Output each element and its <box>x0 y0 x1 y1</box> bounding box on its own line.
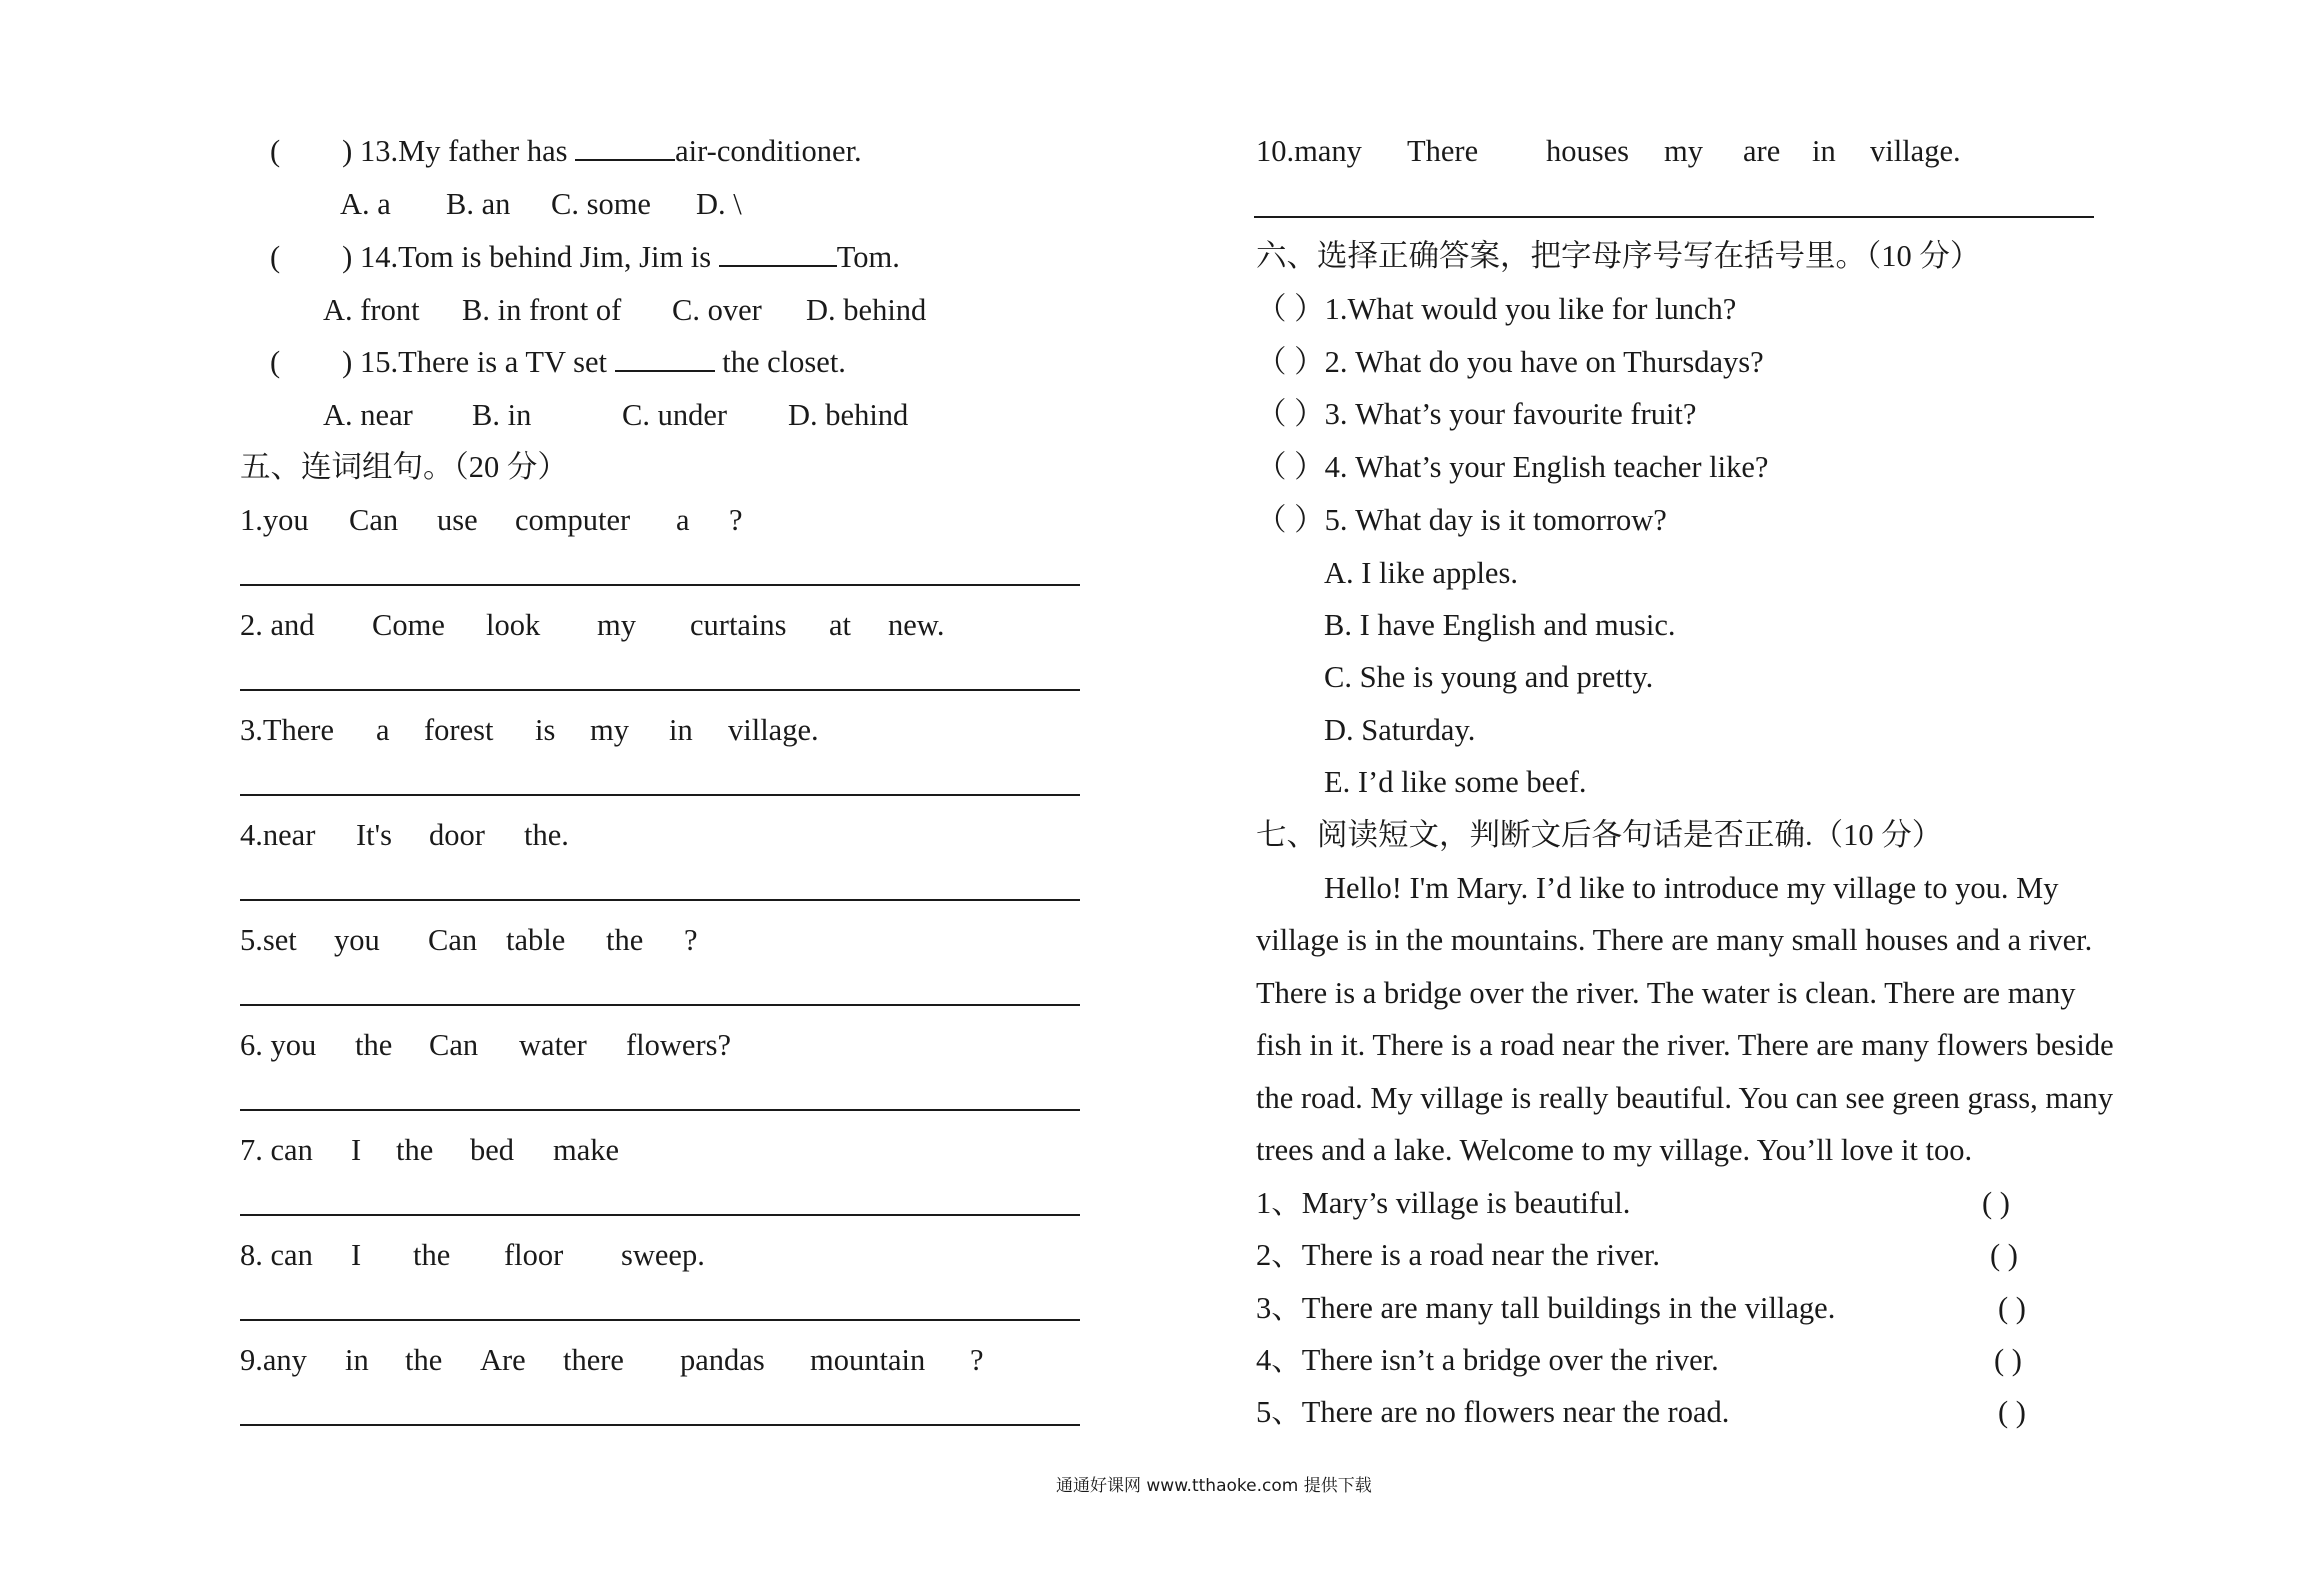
option-a: A. a <box>340 187 391 221</box>
word: ? <box>684 923 698 957</box>
word: There <box>1407 134 1479 168</box>
option-c: C. over <box>672 293 762 327</box>
answer-option-a: A. I like apples. <box>1324 556 1518 590</box>
word: Can <box>428 923 478 957</box>
word: the <box>413 1238 451 1272</box>
option-c: C. under <box>622 398 728 432</box>
word: look <box>486 608 541 642</box>
word: in <box>1812 134 1836 168</box>
word: mountain <box>810 1343 926 1377</box>
sentence-number: 6. you <box>240 1028 317 1062</box>
sentence-number: 3.There <box>240 713 334 747</box>
word: door <box>429 818 485 852</box>
sentence-number: 5.set <box>240 923 297 957</box>
section-6-title: 六、选择正确答案，把字母序号写在括号里。（10 分） <box>1256 239 1981 273</box>
question-text-end: the closet. <box>714 345 846 379</box>
answer-paren-close: ) <box>342 345 353 379</box>
word: the <box>396 1133 434 1167</box>
judgement-2: 2、There is a road near the river. <box>1256 1238 1660 1272</box>
word: table <box>506 923 566 957</box>
word: pandas <box>680 1343 765 1377</box>
answer-option-c: C. She is young and pretty. <box>1324 660 1654 694</box>
word: the <box>606 923 644 957</box>
judgement-paren[interactable]: ( ) <box>1990 1238 2018 1272</box>
footer-source: 通通好课网 www.tthaoke.com 提供下载 <box>1056 1476 1372 1496</box>
answer-line[interactable] <box>240 1109 1080 1111</box>
sentence-number: 10.many <box>1256 134 1362 168</box>
choice-question-5: （ ）5. What day is it tomorrow? <box>1256 503 1667 537</box>
answer-option-e: E. I’d like some beef. <box>1324 765 1587 799</box>
word: ? <box>729 503 743 537</box>
answer-paren-open: ( <box>270 134 281 168</box>
question-14 <box>270 237 900 277</box>
word: curtains <box>690 608 787 642</box>
answer-line[interactable] <box>240 794 1080 796</box>
answer-line[interactable] <box>240 584 1080 586</box>
answer-paren-close: ) <box>342 134 353 168</box>
answer-line[interactable] <box>240 689 1080 691</box>
question-text: 15.There is a TV set <box>359 345 615 379</box>
passage-line: There is a bridge over the river. The water is clean. There are many <box>1256 976 2076 1010</box>
fill-blank[interactable] <box>575 133 675 161</box>
judgement-4: 4、There isn’t a bridge over the river. <box>1256 1343 1719 1377</box>
judgement-paren[interactable]: ( ) <box>1994 1343 2022 1377</box>
option-b: B. in front of <box>462 293 622 327</box>
word: the. <box>524 818 569 852</box>
option-c: C. some <box>551 187 651 221</box>
word: village. <box>1870 134 1961 168</box>
word: in <box>669 713 693 747</box>
question-15 <box>270 342 846 382</box>
passage-line: trees and a lake. Welcome to my village. You’ll love it too. <box>1256 1133 1973 1167</box>
fill-blank[interactable] <box>615 344 715 372</box>
judgement-paren[interactable]: ( ) <box>1998 1395 2026 1429</box>
word: my <box>597 608 636 642</box>
passage-line: the road. My village is really beautiful. You can see green grass, many <box>1256 1081 2114 1115</box>
word: you <box>334 923 380 957</box>
passage-line: fish in it. There is a road near the river. There are many flowers beside <box>1256 1028 2114 1062</box>
word: there <box>563 1343 624 1377</box>
word: Come <box>372 608 445 642</box>
sentence-number: 8. can <box>240 1238 313 1272</box>
answer-line[interactable] <box>240 1214 1080 1216</box>
answer-line[interactable] <box>1254 216 2094 218</box>
question-text: 14.Tom is behind Jim, Jim is <box>359 240 719 274</box>
word: a <box>676 503 690 537</box>
word: computer <box>515 503 631 537</box>
word: Can <box>429 1028 479 1062</box>
option-d: D. behind <box>806 293 927 327</box>
answer-paren-open: ( <box>270 240 281 274</box>
word: sweep. <box>621 1238 705 1272</box>
judgement-3: 3、There are many tall buildings in the village. <box>1256 1291 1836 1325</box>
choice-question-3: （ ）3. What’s your favourite fruit? <box>1256 397 1697 431</box>
word: Can <box>349 503 399 537</box>
sentence-number: 1.you <box>240 503 309 537</box>
judgement-paren[interactable]: ( ) <box>1998 1291 2026 1325</box>
word: bed <box>470 1133 515 1167</box>
word: I <box>351 1133 362 1167</box>
option-a: A. near <box>323 398 413 432</box>
question-text-end: air-conditioner. <box>675 134 862 168</box>
word: I <box>351 1238 362 1272</box>
word: ? <box>970 1343 984 1377</box>
question-text: 13.My father has <box>359 134 576 168</box>
answer-paren-close: ) <box>342 240 353 274</box>
answer-option-d: D. Saturday. <box>1324 713 1476 747</box>
answer-line[interactable] <box>240 1004 1080 1006</box>
word: is <box>535 713 556 747</box>
sentence-number: 7. can <box>240 1133 313 1167</box>
word: make <box>553 1133 620 1167</box>
word: forest <box>424 713 494 747</box>
word: village. <box>728 713 819 747</box>
answer-line[interactable] <box>240 1424 1080 1426</box>
word: a <box>376 713 390 747</box>
word: floor <box>504 1238 564 1272</box>
option-b: B. in <box>472 398 532 432</box>
answer-paren-open: ( <box>270 345 281 379</box>
sentence-number: 9.any <box>240 1343 307 1377</box>
word: at <box>829 608 852 642</box>
word: the <box>355 1028 393 1062</box>
option-a: A. front <box>323 293 420 327</box>
word: in <box>345 1343 369 1377</box>
fill-blank[interactable] <box>719 239 837 267</box>
section-5-title: 五、连词组句。（20 分） <box>240 450 568 484</box>
answer-option-b: B. I have English and music. <box>1324 608 1676 642</box>
word: are <box>1743 134 1781 168</box>
judgement-paren[interactable]: ( ) <box>1982 1186 2010 1220</box>
answer-line[interactable] <box>240 899 1080 901</box>
judgement-1: 1、Mary’s village is beautiful. <box>1256 1186 1631 1220</box>
section-7-title: 七、阅读短文，判断文后各句话是否正确.（10 分） <box>1256 818 1943 852</box>
word: my <box>590 713 629 747</box>
word: It's <box>356 818 392 852</box>
option-d: D. \ <box>696 187 742 221</box>
word: use <box>437 503 478 537</box>
word: flowers? <box>626 1028 732 1062</box>
question-13 <box>270 131 862 171</box>
sentence-number: 4.near <box>240 818 316 852</box>
judgement-5: 5、There are no flowers near the road. <box>1256 1395 1730 1429</box>
word: water <box>519 1028 587 1062</box>
option-d: D. behind <box>788 398 909 432</box>
choice-question-4: （ ）4. What’s your English teacher like? <box>1256 450 1769 484</box>
option-b: B. an <box>446 187 511 221</box>
word: new. <box>888 608 945 642</box>
word: the <box>405 1343 443 1377</box>
passage-line: Hello! I'm Mary. I’d like to introduce my village to you. My <box>1324 871 2059 905</box>
word: my <box>1664 134 1703 168</box>
question-text-end: Tom. <box>836 240 900 274</box>
word: Are <box>480 1343 526 1377</box>
answer-line[interactable] <box>240 1319 1080 1321</box>
passage-line: village is in the mountains. There are many small houses and a river. <box>1256 923 2093 957</box>
choice-question-1: （ ）1.What would you like for lunch? <box>1256 292 1737 326</box>
choice-question-2: （ ）2. What do you have on Thursdays? <box>1256 345 1764 379</box>
word: houses <box>1546 134 1630 168</box>
sentence-number: 2. and <box>240 608 315 642</box>
